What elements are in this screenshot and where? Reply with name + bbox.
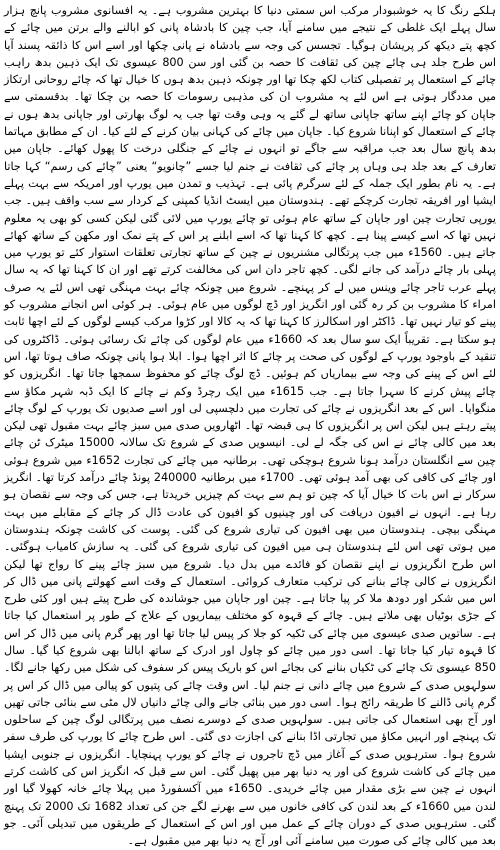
article-body: ہلکے رنگ کا یہ خوشبودار مرکب اس سمتی دنیا کا بہترین مشروب ہے۔ یہ افسانوی مشروب پانچ ہزار سال پہلے ایک غلطی کے نتیجے میں سامنے آیا، جب چین کا بادشاہ پانی کو ابالنے والے برتن میں چائے کے کچھ پتے دیکھ کر پریشان ہوگیا۔ تجسس کی وجہ سے بادشاہ نے پانی چکھا اور اسے اس کا ذائقہ پسند آیا اس طرح جلد ہی چائے چین کی ثقافت کا حصہ بن گئی اور سن 800 عیسوی تک ایک ذہین بدھ راہب چائے کے استعمال پر تفصیلی کتاب لکھ چکا تھا اور چونکہ ذہین بدھ ہوں کا خیال تھا کہ چائے روحانی ارتکاز میں مددگار ہوتی ہے اس لئے یہ مشروب ان کی مذہبی رسومات کا حصہ بن چکا تھا۔ بدقسمتی سے جاپان کو چائے اپنے ساتھ جاپانی ساتھ لے گئے یہ وہی وقت تھا جب یہ لوگ بھارتی اور جاپانی بدھ ہوں نے چائے کے استعمال کو اپنانا شروع کیا۔ جاپان میں چائے کی کہانی بیان کرنے کے لئے کیا۔ ان کے مطابق مہاتما بدھ پانچ سال بعد جب مراقبہ سے جاگے تو انہوں نے چائے کے جنگلی درخت کا پھول کھائے۔ جاپان میں تعارف کے بعد جلد ہی وہاں پر چائے کی ثقافت نے جنم لیا جسے ”چانویو“ یعنی ”چائے کی رسم“ کہا جاتا ہے۔ یہ نام بطور ایک جملہ کے لئے سرگرم پائی ہے۔ تہذیب و تمدن میں یورپ اور امریکہ سے بہت پہلے ایشیا اور افریقہ تجارت کرچکے تھے۔ ہندوستان میں ایسٹ انڈیا کمپنی کے کردار سے سب واقف ہیں۔ جب یورپی تجارت چین اور جاپان کے ساتھ عام ہوئی تو چائے یورپ میں لائی گئی لیکن کسی کو بھی یہ معلوم نہیں تھا کہ اسے کیسے پینا ہے۔ کچھ کا کہنا تھا کہ اسے ابلنے پر اس کے پتے نمک اور مکھن کے ساتھ کھائے جاتے ہیں۔ 1560ء میں جب پرتگالی مشنریوں نے چین کے ساتھ تجارتی تعلقات استوار کئے تو یورپ میں پہلی بار چائے درآمد کی جانے لگی۔ کچھ تاجر دان اس کی مخالفت کرتے تھے اور ان کا کہنا تھا کہ یہ سال پہلے عرب تاجر چائے وینس میں لے کر پہنچے۔ شروع میں چونکہ چائے بہت مہنگی تھی اس لئے یہ صرف امراء کا مشروب بن کر رہ گئی اور انگریز اور ڈچ لوگوں میں عام ہوئی۔ ہر کوئی اس انجانے مشروب کو پینے کو تیار نہیں تھا۔ ڈاکٹر اور اسکالرز کا کہنا تھا کہ یہ کالا اور کڑوا مرکب کیسے لوگوں کے لئے اچھا ثابت ہو سکتا ہے۔ تقریباً ایک سو سال بعد کہ 1660ء میں عام لوگوں کی چائے تک رسائی ہوئی۔ ڈاکٹروں کی تنقید کے باوجود یورپ کے لوگوں کی صحت پر چائے کا اثر اچھا ہوا۔ ابلا ہوا پانی چونکہ صاف ہوتا تھا، اس لئے اس کے پینے کی وجہ سے بیماریاں کم ہوئیں۔ ڈچ لوگ چائے کو محفوظ سمجھا جاتا تھا۔ انگریزوں کو چائے پیش کرنے کا سہرا جاتا ہے۔ جب 1615ء میں ایک رچرڈ وکم نے چائے کا ایک ڈبہ شہر مکاؤ سے منگوایا۔ اس کے بعد انگریزوں نے چائے کی تجارت میں دلچسپی لی اور اسے صدیوں تک یورپ کے لوگ چائے پیتے رہتے ہیں لیکن اس پر انگریزوں کا ہی قبضہ تھا۔ اٹھارویں صدی میں سبز چائے بہت مقبول تھی لیکن بعد میں کالی چائے نے اس کی جگہ لے لی۔ انیسویں صدی کے شروع تک سالانہ 15000 میٹرک ٹن چائے چین سے انگلستان درآمد ہونا شروع ہوچکی تھی۔ برطانیہ میں چائے کی تجارت 1652ء میں شروع ہوئی اور چائے کی کافی کی بھی آمد ہوئی تھی۔ 1700ء میں برطانیہ 240000 پونڈ چائے درآمد کرتا تھا۔ انگریز سرکار نے اس بات کا خیال آیا کہ چین تو ہم سے بہت کم چیزیں خریدتا ہے، جس کی وجہ سے نقصان ہو رہا ہے۔ انہوں نے افیون دریافت کی اور چینیوں کو افیون کی عادت ڈال کر چائے کے مقابلے میں بہت مہنگی بیچی۔ ہندوستان میں بھی افیون کی تیاری شروع کی گئی۔ پوست کی کاشت چونکہ ہندوستان میں ہوتی تھی اس لئے ہندوستان ہی میں افیون کی تیاری شروع کی گئی۔ یہ سازش کامیاب ہوگئی۔ اس طرح انگریزوں نے اپنے نقصان کو فائدے میں بدل دیا۔ شروع میں سبز چائے پینے کا رواج تھا لیکن انگریزوں نے کالی چائے بنانے کی ترکیب متعارف کروائی۔ استعمال کے وقت اسے کھولتے پانی میں ڈال کر اس میں شکر اور دودھ ملا کر پیا جاتا ہے۔ چین اور جاپان میں جوشاندہ کی طرح پیتے ہیں اور کئی طرح کے جڑی بوٹیاں بھی ملاتے ہیں۔ چائے کے قہوہ کو مختلف بیماریوں کے علاج کے طور پر استعمال کیا جاتا ہے۔ ساتویں صدی عیسوی میں چائے کی ٹکیہ کو جلا کر پیس لیا جاتا تھا اور پھر گرم پانی میں ڈال کر اس کا قہوہ تیار کیا جاتا تھا۔ اسی دور میں چائے کو چاول اور ادرک کے ساتھ ابالنا بھی شروع کیا گیا۔ سال 850 عیسوی تک چائے کی ٹکیاں بنانے کی بجائے اس کو باریک پیس کر سفوف کی شکل میں رکھا جانے لگا۔ سولہویں صدی کے شروع میں چائے دانی نے جنم لیا۔ اس وقت چائے کی پتیوں کو پیالی میں ڈال کر اس پر گرم پانی ڈالنے کا طریقہ رائج ہوا۔ اسی دور میں بنائی جانے والی چائے دانیاں لال مٹی سے بنائی جاتی تھیں اور آج بھی استعمال کی جاتی ہیں۔ سولہویں صدی کے دوسرے نصف میں پرتگالی لوگ چین کے ساحلوں تک پہنچے اور انہیں مکاؤ میں تجارتی اڈا بنانے کی اجازت دی گئی۔ اس طرح چائے کا یورپ کی طرف سفر شروع ہوا۔ سترہویں صدی کے آغاز میں ڈچ تاجروں نے چائے کو یورپ پہنچایا۔ انگریزوں نے جنوبی ایشیا میں چائے کی کاشت شروع کی اور یہ دنیا بھر میں پھیل گئی۔ اس سے قبل کہ انگریز اس کی کاشت کرتے انہوں نے چین سے بڑی مقدار میں چائے خریدی۔ 1650ء میں آکسفورڈ میں پہلا چائے خانہ کھولا گیا اور لندن میں 1660ء کے بعد لندن کی کافی خانوں میں سے بھرنے لگے جن کی تعداد 1682 تک 2000 تک پہنچ گئی۔ سترہویں صدی کے دوران چائے کے عمل میں اور اس کے استعمال کے طریقوں میں تبدیلی آئی۔ جو بعد میں کالی چائے کی صورت میں سامنے آئی اور آج یہ دنیا بھر میں مقبول ہے۔: [4, 4, 496, 848]
